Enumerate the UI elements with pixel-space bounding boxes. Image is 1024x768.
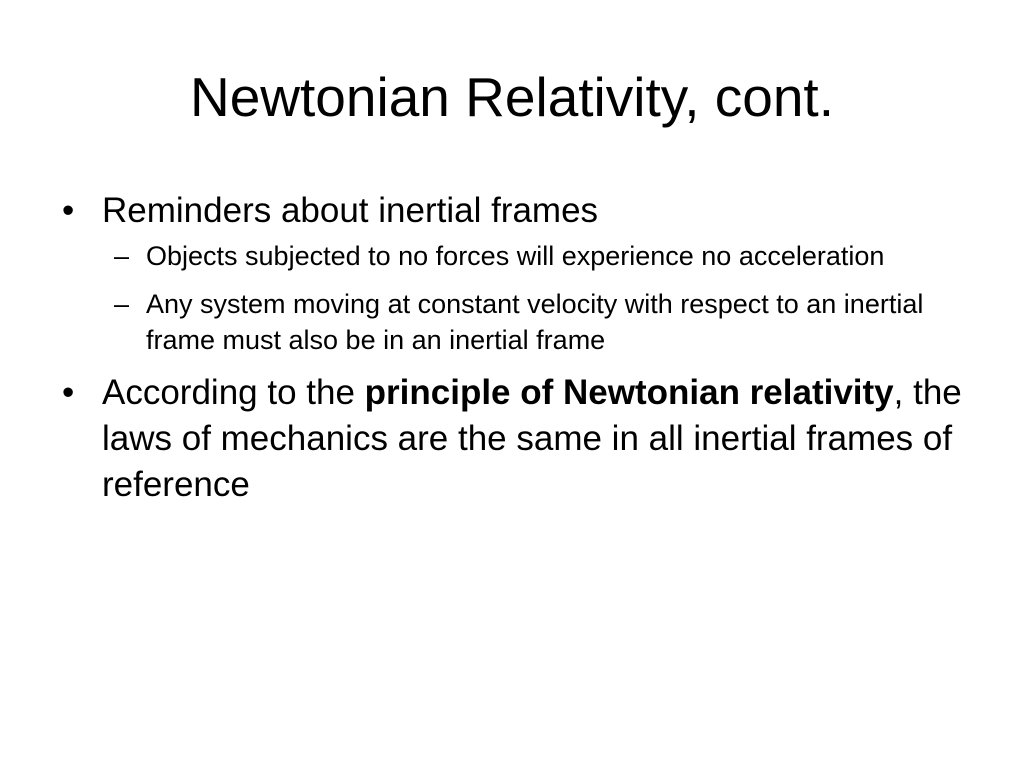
sub-bullet-list [62,238,962,358]
bullet-text-before: According to the [102,373,365,412]
bullet-text-bold: principle of Newtonian relativity [364,373,894,412]
sub-bullet-item [62,238,962,274]
bullet-text: Reminders about inertial frames [102,191,599,230]
sub-bullet-item [62,286,962,358]
slide-body [62,188,962,508]
sub-bullet-text: Objects subjected to no forces will experience no acceleration [146,241,885,271]
sub-bullet-text: Any system moving at constant velocity with respect to an inertial frame must also be in an inertial frame [146,289,924,355]
sub-bullet-marker: – [114,241,130,271]
bullet-item [62,188,962,234]
bullet-item [62,370,962,508]
sub-bullet-marker: – [114,289,130,319]
slide-title: Newtonian Relativity, cont. [190,66,834,128]
bullet-marker: • [62,373,75,412]
bullet-text [102,370,962,508]
bullet-text-after: , the laws of mechanics are the same in all inertial frames of reference [102,373,962,504]
bullet-marker: • [62,191,75,230]
